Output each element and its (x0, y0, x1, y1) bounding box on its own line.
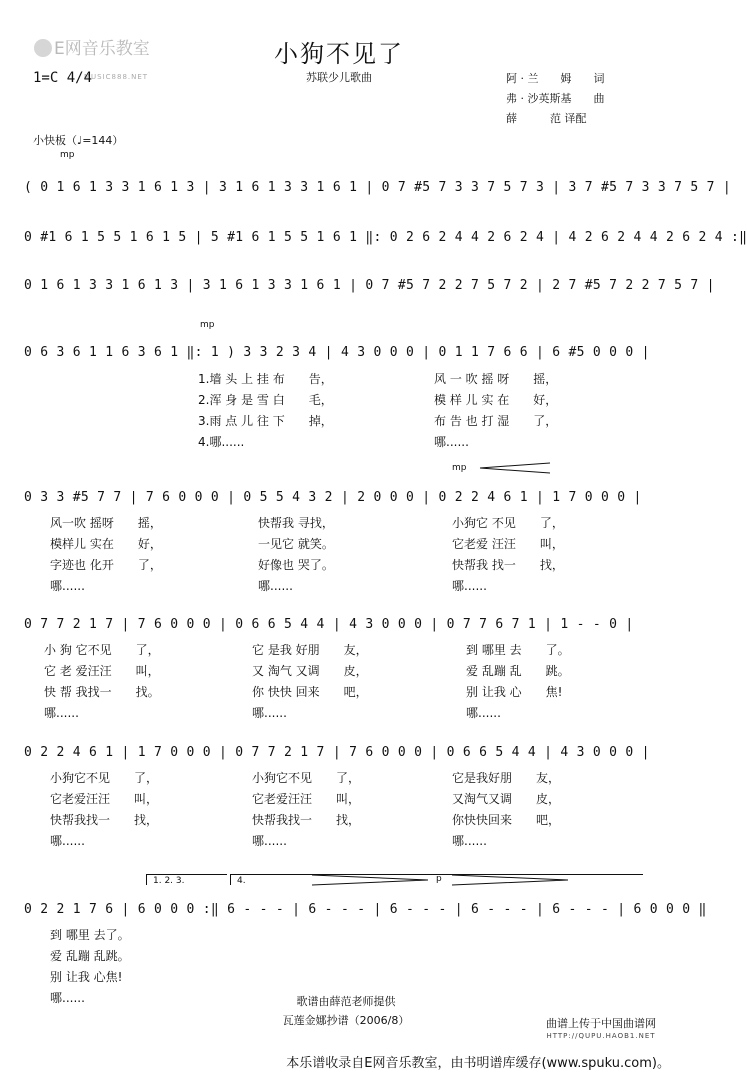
crescendo-hairpin (478, 462, 552, 474)
staff-row-8: 0 2 2 1 7 6 | 6 0 0 0 :‖ 6 - - - | 6 - - - | 6 - - - | 6 - - - | 6 - - - | 6 0 0 0 ‖ (24, 902, 707, 917)
lyrics-row-4-b: 风 一 吹 摇 呀 摇， 模 样 儿 实 在 好， 布 告 也 打 湿 了， 哪...... (434, 372, 558, 449)
lyrics-row-5-b: 快帮我 寻找， 一见它 就笑。 好像也 哭了。 哪...... (258, 516, 334, 593)
key-signature: 1=C 4/4 (33, 70, 93, 86)
volta-first-ending: 1. 2. 3. (146, 874, 227, 885)
staff-row-5: 0 3 3 #5 7 7 | 7 6 0 0 0 | 0 5 5 4 3 2 | 2 0 0 0 | 0 2 2 4 6 1 | 1 7 0 0 0 | (24, 490, 642, 505)
lyrics-row-6-c: 到 哪里 去 了。 爱 乱蹦 乱 跳。 别 让我 心 焦! 哪...... (466, 643, 570, 720)
tempo-marking: 小快板（♩=144） (33, 134, 124, 147)
song-title: 小狗不见了 (274, 40, 404, 68)
lyrics-row-4-a: 1.墙 头 上 挂 布 告， 2.浑 身 是 雪 白 毛， 3.雨 点 儿 往 下 掉， 4.哪...... (198, 372, 333, 449)
volta-second-ending: 4. (230, 874, 643, 885)
lyrics-row-6-a: 小 狗 它不见 了， 它 老 爱汪汪 叫， 快 帮 我找一 找。 哪...... (44, 643, 160, 720)
staff-row-2: 0 #1 6 1 5 5 1 6 1 5 | 5 #1 6 1 5 5 1 6 1 ‖: 0 2 6 2 4 4 2 6 2 4 | 4 2 6 2 4 4 2 6 2 4 :‖ (24, 230, 747, 245)
lyrics-row-6-b: 它 是我 好朋 友， 又 淘气 又调 皮， 你 快快 回来 吧， 哪...... (252, 643, 368, 720)
upload-url: HTTP://QUPU.HAOB1.NET (546, 1032, 656, 1040)
source-line: 本乐谱收录自E网音乐教室，由书明谱库缓存(www.spuku.com)。 (286, 1056, 670, 1071)
lyrics-row-7-b: 小狗它不见 了， 它老爱汪汪 叫， 快帮我找一 找， 哪...... (252, 771, 361, 848)
watermark-text: E网音乐教室 (54, 39, 150, 59)
decrescendo-hairpin-2 (450, 874, 570, 886)
decrescendo-hairpin-1 (310, 874, 430, 886)
dynamic-mp-intro: mp (60, 150, 75, 160)
lyrics-row-5-c: 小狗它 不见 了， 它老爱 汪汪 叫， 快帮我 找一 找， 哪...... (452, 516, 564, 593)
dynamic-mp-crescendo: mp (452, 463, 467, 473)
staff-row-3: 0 1 6 1 3 3 1 6 1 3 | 3 1 6 1 3 3 1 6 1 | 0 7 #5 7 2 2 7 5 7 2 | 2 7 #5 7 2 2 7 5 7 | (24, 278, 715, 293)
staff-row-7: 0 2 2 4 6 1 | 1 7 0 0 0 | 0 7 7 2 1 7 | 7 6 0 0 0 | 0 6 6 5 4 4 | 4 3 0 0 0 | (24, 745, 650, 760)
credits (506, 69, 605, 129)
staff-row-6: 0 7 7 2 1 7 | 7 6 0 0 0 | 0 6 6 5 4 4 | 4 3 0 0 0 | 0 7 7 6 7 1 | 1 - - 0 | (24, 617, 634, 632)
composer-credit: 弗 · 沙英斯基 曲 (506, 92, 605, 105)
lyrics-row-7-c: 它是我好朋 友， 又淘气又调 皮， 你快快回来 吧， 哪...... (452, 771, 561, 848)
song-subtitle: 苏联少儿歌曲 (306, 71, 372, 84)
translator-credit: 薛 范 译配 (506, 112, 587, 125)
watermark-url: MUSIC888.NET (84, 73, 149, 81)
lyricist-credit: 阿 · 兰 姆 词 (506, 72, 605, 85)
dynamic-mp-verse: mp (200, 320, 215, 330)
copied-by-note: 瓦莲金娜抄谱（2006/8） (282, 1014, 410, 1027)
lyrics-row-7-a: 小狗它不见 了， 它老爱汪汪 叫， 快帮我找一 找， 哪...... (50, 771, 159, 848)
dynamic-p: p (436, 874, 442, 884)
staff-row-1: ( 0 1 6 1 3 3 1 6 1 3 | 3 1 6 1 3 3 1 6 1 | 0 7 #5 7 3 3 7 5 7 3 | 3 7 #5 7 3 3 7 5 7 | (24, 180, 732, 195)
provided-by-note: 歌谱由薛范老师提供 (296, 995, 396, 1008)
lyrics-row-5-a: 风一吹 摇呀 摇， 模样儿 实在 好， 字迹也 化开 了， 哪...... (50, 516, 162, 593)
lyrics-row-8: 到 哪里 去了。 爱 乱蹦 乱跳。 别 让我 心焦! 哪...... (50, 928, 130, 1005)
staff-row-4: 0 6 3 6 1 1 6 3 6 1 ‖: 1 ) 3 3 2 3 4 | 4 3 0 0 0 | 0 1 1 7 6 6 | 6 #5 0 0 0 | (24, 345, 650, 360)
upload-note: 曲谱上传于中国曲谱网 HTTP://QUPU.HAOB1.NET (546, 1017, 656, 1043)
